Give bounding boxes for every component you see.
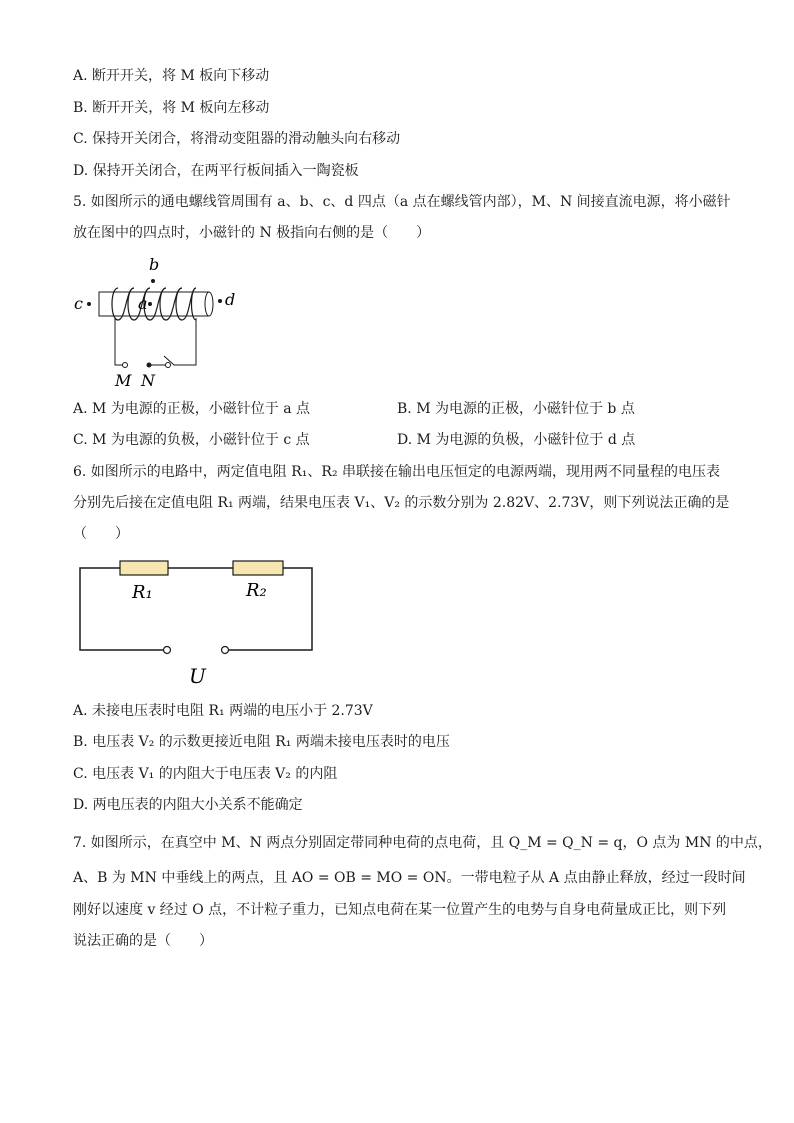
q4-option-b: B. 断开开关，将 M 板向左移动 <box>73 100 270 116</box>
q5-option-c: C. M 为电源的负极，小磁针位于 c 点 <box>73 432 310 448</box>
q5-stem-line-1: 5. 如图所示的通电螺线管周围有 a、b、c、d 四点（a 点在螺线管内部），M、N 间接直流电源，将小磁针 <box>73 194 731 210</box>
q7-stem-line-4: 说法正确的是（ ） <box>73 933 213 949</box>
q6-option-b: B. 电压表 V₂ 的示数更接近电阻 R₁ 两端未接电压表时的电压 <box>73 734 450 750</box>
point-d-label: d <box>225 290 236 309</box>
q7-stem-line-3: 刚好以速度 v 经过 O 点，不计粒子重力，已知点电荷在某一位置产生的电势与自身电荷量成正比，则下列 <box>73 902 727 918</box>
terminal-n-label: N <box>141 371 155 390</box>
point-b-label: b <box>149 255 160 274</box>
solenoid-figure <box>70 250 260 390</box>
switch-contact <box>166 363 171 368</box>
point-a-dot <box>148 302 152 306</box>
point-b-dot <box>151 279 155 283</box>
resistor-r1 <box>120 561 168 575</box>
q7-stem-line-1: 7. 如图所示，在真空中 M、N 两点分别固定带同种电荷的点电荷，且 Q_M = Q_N = q，O 点为 MN 的中点， <box>73 835 772 851</box>
terminal-m <box>123 363 128 368</box>
q6-stem-line-1: 6. 如图所示的电路中，两定值电阻 R₁、R₂ 串联接在输出电压恒定的电源两端，现用两不同量程的电压表 <box>73 464 721 480</box>
q6-stem-line-2: 分别先后接在定值电阻 R₁ 两端，结果电压表 V₁、V₂ 的示数分别为 2.82V、2.73V，则下列说法正确的是 <box>73 495 730 511</box>
source-terminal-right <box>222 647 229 654</box>
q5-option-a: A. M 为电源的正极，小磁针位于 a 点 <box>73 401 311 417</box>
q4-option-c: C. 保持开关闭合，将滑动变阻器的滑动触头向右移动 <box>73 131 401 147</box>
q5-option-d: D. M 为电源的负极，小磁针位于 d 点 <box>397 432 636 448</box>
voltage-u-label: U <box>189 664 206 688</box>
solenoid-coil <box>112 288 196 320</box>
q4-option-d: D. 保持开关闭合，在两平行板间插入一陶瓷板 <box>73 163 359 179</box>
q4-option-a: A. 断开开关，将 M 板向下移动 <box>73 68 270 84</box>
q5-option-b: B. M 为电源的正极，小磁针位于 b 点 <box>397 401 635 417</box>
resistor-r1-label: R₁ <box>132 582 153 603</box>
source-terminal-left <box>164 647 171 654</box>
q6-stem-line-3: （ ） <box>73 526 129 542</box>
point-d-dot <box>218 299 222 303</box>
solenoid-tube-end <box>205 292 213 316</box>
q6-option-c: C. 电压表 V₁ 的内阻大于电压表 V₂ 的内阻 <box>73 766 338 782</box>
q6-option-d: D. 两电压表的内阻大小关系不能确定 <box>73 797 303 813</box>
terminal-m-label: M <box>115 371 132 390</box>
q7-stem-line-2: A、B 为 MN 中垂线上的两点，且 AO = OB = MO = ON。一带电粒子从 A 点由静止释放，经过一段时间 <box>73 870 746 886</box>
point-c-dot <box>87 302 91 306</box>
resistor-r2 <box>233 561 283 575</box>
point-c-label: c <box>74 294 83 313</box>
point-a-label: a <box>138 294 148 313</box>
q6-option-a: A. 未接电压表时电阻 R₁ 两端的电压小于 2.73V <box>73 703 373 719</box>
terminal-n <box>147 363 152 368</box>
solenoid-leads <box>115 318 196 365</box>
q5-stem-line-2: 放在图中的四点时，小磁针的 N 极指向右侧的是（ ） <box>73 225 431 241</box>
circuit-wires <box>80 568 312 650</box>
series-circuit-figure <box>75 555 320 690</box>
resistor-r2-label: R₂ <box>246 580 267 601</box>
